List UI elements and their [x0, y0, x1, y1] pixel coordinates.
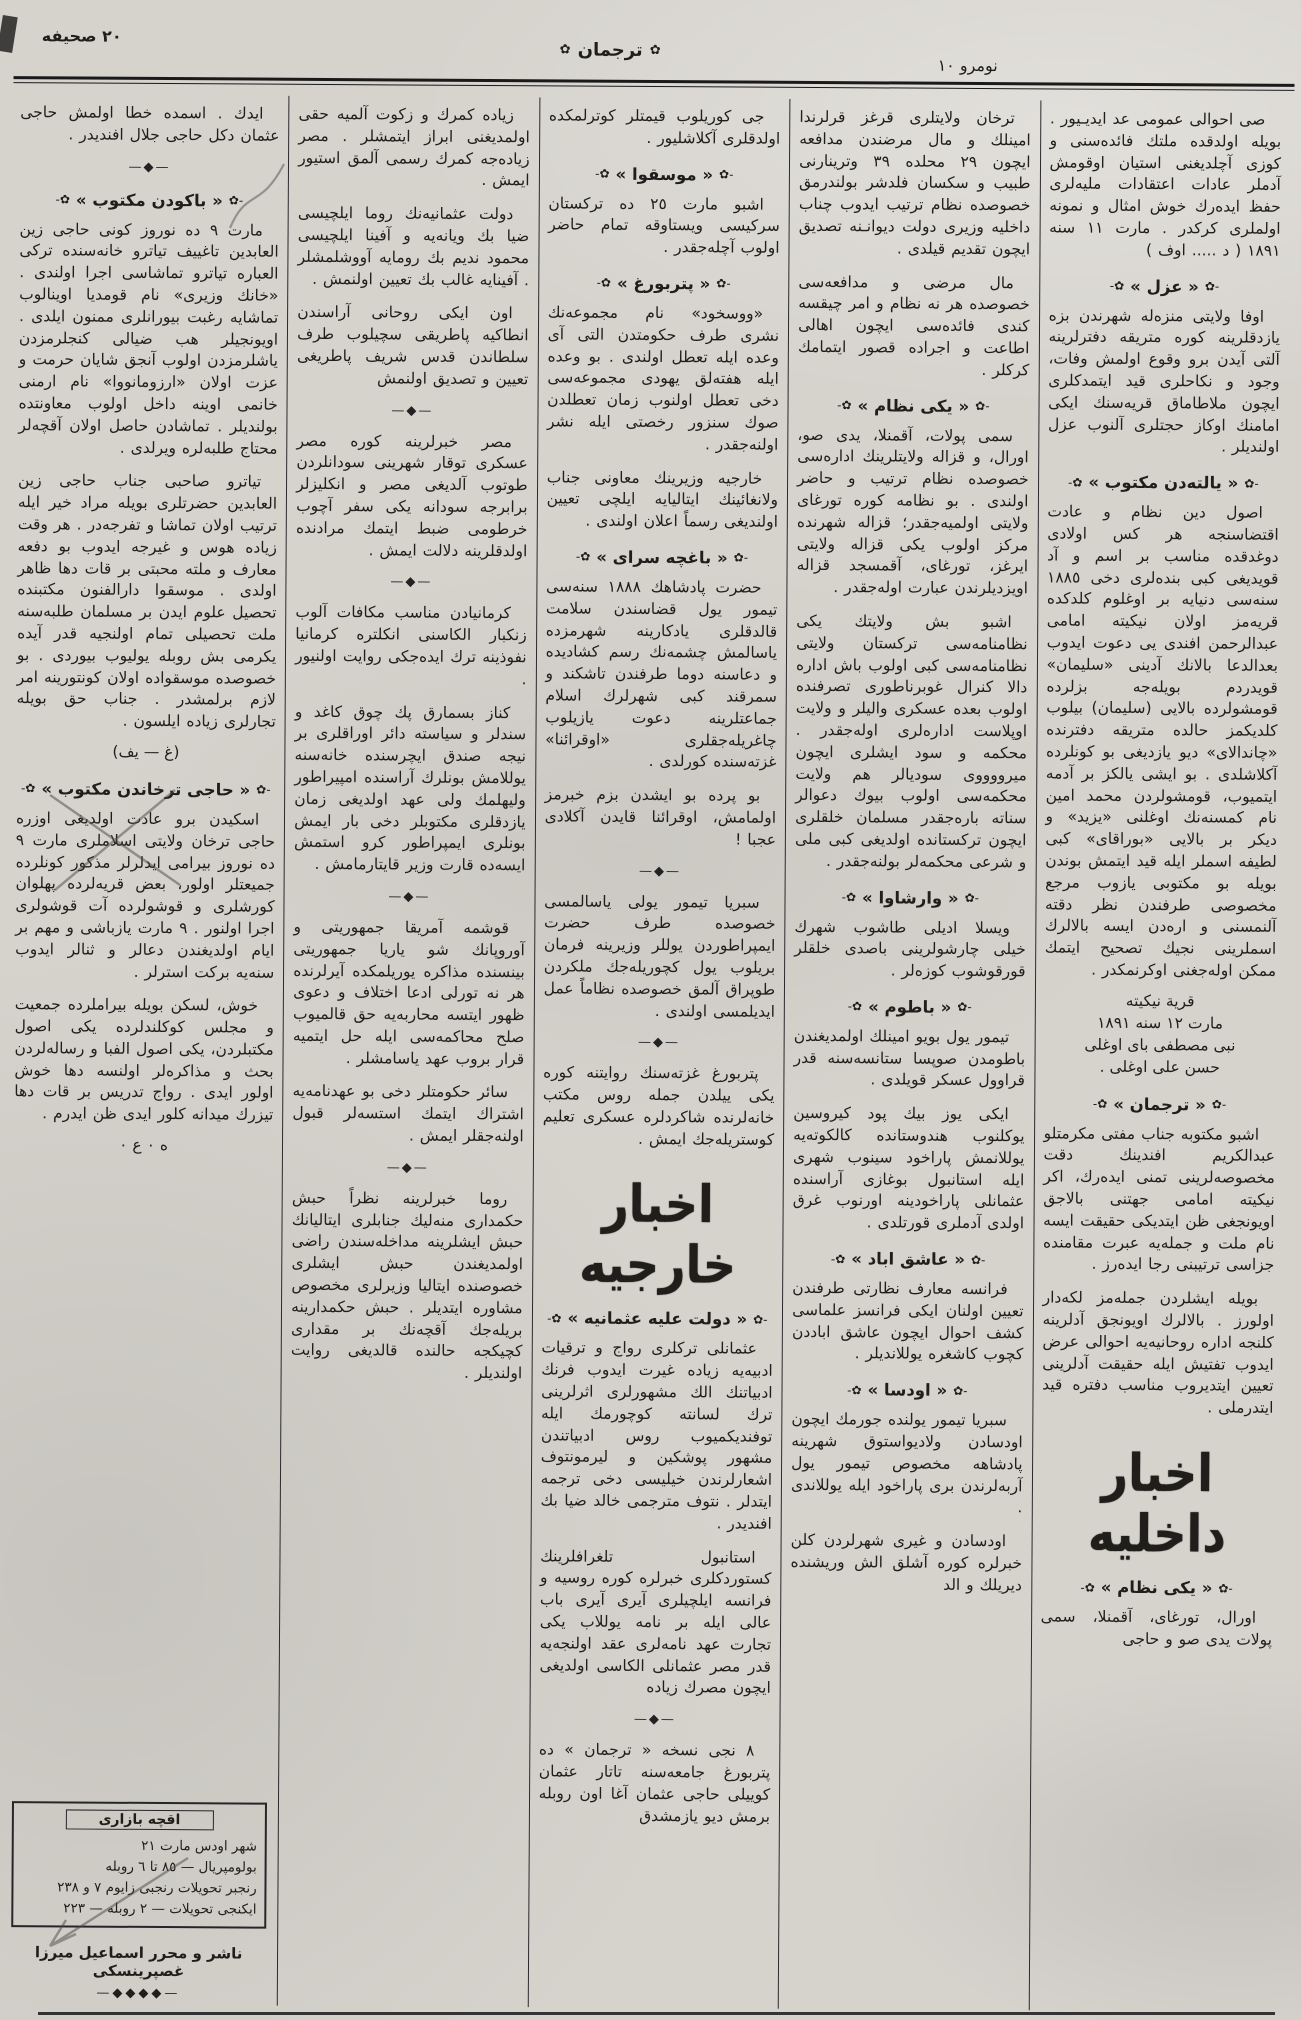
- flourish-icon: —◆◆◆◆—: [96, 1985, 181, 2002]
- paragraph: بويله ايشلردن جمله‌مز لكه‌دار اولورز . بالالرك اويونجق آدلرينه كلنجه اداره روحانيه‌يه احوالى عرض ايدوب تفتيش ايله حقيقت آدلرينى تعيين ايتديروب مناسب دفتره قيد ايتدرملى .: [1042, 1288, 1275, 1418]
- paragraph: زياده كمرك و زكوت آلميه حقى اولمديغنى ابراز ايتمشلر . مصر زياده‌جه كمرك رسمى آلمق استيور ايمش .: [298, 104, 530, 190]
- market-price-row: رنجبر تحويلات رنجبى زايوم ٧ و ٢٣٨: [57, 1879, 257, 1897]
- masthead-double-rule: [13, 76, 1294, 91]
- section-heading: [20, 190, 279, 211]
- heading-ornament-icon: -✿: [733, 550, 749, 566]
- heading-ornament-icon: ✿-: [1092, 1096, 1108, 1111]
- scan-bottom-edge: [38, 2012, 1275, 2015]
- section-heading-label: « پتربورغ »: [616, 273, 711, 294]
- section-heading-label: « باكودن مكتوب »: [75, 190, 223, 210]
- section-heading-label: « اودسا »: [867, 1380, 948, 1401]
- paragraph: اصول دين نظام و عادت اقتضاسنجه هر كس اولادى دوغدقده مناسب بر اسم و آد قويديغى كبى بنده‌لرى دخى ١٨٨٥ سنه‌سى دنيايه بر اوغلوم كلدكده قريه‌مز اولان نيكيته امامى عبدالرحمن افندى يى دعوت ايدوب بعدالدعا بالانك آدينى «سليمان» قويدردم بويله‌جه بزلرده قومشولرده بالايى (سليمان) بيلوب كلديكمز حالده متريقه دفترنده «چاندالاى» ديو يازديغى بو كونلرده آكلاشلدى . بو ايشى يالكز بر آدمه ايتميوب، قومشولردن محمد امين نام كمسنه‌نك اوغلنى «يزيد» و ديكر بر بالايى «بوراقاى» كبى لطيفه اسملر ايله قيد ايتمش بوندن بويله بو مكتوبى يازوب مرجع مخصوصى طرفندن نظر دقته آلنمسنى و اره‌دن ايسه بالالرك اسملرينى نجيك تصحيح ايتمك ممكن اوله‌جغنى اوكرنمكدر .: [1044, 502, 1279, 980]
- heading-ornament-icon: -✿: [753, 1312, 768, 1327]
- column-3-middle: [527, 97, 789, 2008]
- paragraph: سائر حكومتلر دخى بو عهدنامه‌يه اشتراك ايتمك استسه‌لر قبول اولنه‌جقلر ايمش .: [292, 1082, 524, 1146]
- paragraph: خارجيه وزيرينك معاونى جناب ولانغائينك ايتاليايه ايلچى تعيين اولنديغى رسماً اعلان اولندى .: [546, 467, 779, 531]
- paragraph: مال مرضى و مدافعه‌سى خصوصده هر نه نظام و امر چيقسه كندى فائده‌سى ايچون اهالى اطاعت و اجراده قصور ايتمامك كركلر .: [797, 272, 1030, 380]
- publisher-line: ناشر و محرر اسماعيل ميرزا غصپرينسكى: [34, 1943, 243, 1981]
- signature-line: مارت ١٢ سنه ١٨٩١: [1097, 1013, 1224, 1033]
- heading-ornament-icon: -✿: [970, 1252, 986, 1267]
- heading-ornament-icon: ✿-: [841, 890, 857, 905]
- column-4: [277, 96, 539, 2007]
- heading-ornament-icon: ✿-: [1067, 475, 1083, 490]
- heading-ornament-icon: -✿: [716, 276, 731, 291]
- heading-ornament-icon: ✿-: [847, 999, 863, 1014]
- section-heading-label: « ترجمان »: [1113, 1094, 1206, 1115]
- paragraph: اشبو مارت ٢٥ ده تركستان سركيسى ويستاوقه تمام حاضر اولوب آچله‌جقدر .: [548, 193, 780, 257]
- paragraph: حضرت پادشاهك ١٨٨٨ سنه‌سى تيمور يول قضاسندن سلامت قالدقلرى يادكارينه شهرمزده ياسالمش چشمه‌نك رسم كشاديده و دعاسنه دوما طرفندن تاشكند و سمرقند كبى شهرلرك اسلام جماعتلرينه دعوت يازيلوب چاغريله‌جقلرى «اوقرائنا» غزته‌سنده كورلدى .: [545, 577, 778, 772]
- masthead-ornament-icon: ✿: [649, 42, 661, 59]
- heading-ornament-icon: ✿-: [830, 1251, 846, 1266]
- heading-ornament-icon: -✿: [1218, 1581, 1233, 1596]
- section-heading: [792, 1380, 1024, 1400]
- paragraph: كرمانيادن مناسب مكافات آلوب زنكبار الكاسنى انكلتره كرمانيا نفوذينه ترك ايده‌جكى روايت اولنيور .: [295, 603, 527, 688]
- paragraph: ٨ نجى نسخه « ترجمان » ده پتربورغ جامعه‌سنه تاتار عثمان كوييلى حاجى عثمان آغا اون روبله برمش ديو يازمشدق: [538, 1740, 771, 1826]
- signature-line: قرية نيكيته: [1125, 991, 1195, 1011]
- section-heading: [16, 779, 275, 800]
- paragraph: فرانسه معارف نظارتى طرفندن تعيين اولنان ايكى فرانسز علماسى كشف احوال ايچون عاشق اباددن كچوب كاشغره يوللانديلر .: [791, 1278, 1024, 1364]
- paragraph: تيمور يول بويو امينلك اولمديغندن باطومدن صوپسا ستانسه‌سنه قدر قراوول عسكر قويلدى .: [793, 1026, 1026, 1090]
- signature-line: (غ — يف): [112, 742, 180, 762]
- paragraph: اشبو بش ولايتك يكى نظامنامه‌سى تركستان ولايتى نظامنامه‌سى كبى اولوب باش اداره دالا كنرال غوبرناطورى تصرفنده اولوب بعده عسكرى واليلر و ولايت اوپلاست اداره‌لرى اوله‌جقدر . محكمه و سود ايشلرى ايچون ميرووووى سوديالر هم ولايت محكمه‌سى اولوب بيوك دعوالر سناته باره‌جقدر مسلمان خلقلرى ايچون تركستانده اولديغى كبى ملى و شرعى محكمه‌لر بولنه‌جقدر .: [794, 611, 1028, 871]
- heading-ornament-icon: -✿: [975, 399, 990, 414]
- masthead-ornament-icon: ✿: [559, 42, 571, 58]
- heading-ornament-icon: -✿: [719, 167, 734, 182]
- heading-ornament-icon: -✿: [1244, 476, 1259, 491]
- heading-ornament-icon: -✿: [228, 193, 244, 208]
- section-heading-label: « يالته‌دن مكتوب »: [1088, 472, 1239, 493]
- section-heading-label: « موسقوا »: [615, 164, 714, 184]
- paragraph: سمى پولات، آقمنلا، يدى صو، اورال، و قزاله ولايتلرينك اداره‌سى خصوصده نظام ترتيب و حاضر اولندى . بو نظامه كوره تورغاى ولايتى اولميه‌جقدر؛ قزاله شهرنده مركز اولوب يكى قزاله ولايتى ايرغز، تورغاى، آقمسجد قزاله اويزديلرندن عبارت اوله‌جقدر .: [796, 425, 1029, 598]
- market-price-row: بولومپريال — ٨٥ تا ٦ روبله: [105, 1858, 257, 1876]
- section-heading-label: « عزل »: [1130, 276, 1199, 296]
- heading-ornament-icon: ✿-: [20, 781, 36, 796]
- heading-ornament-icon: ✿-: [547, 1311, 562, 1326]
- section-heading: [546, 547, 778, 567]
- paragraph: ايكى يوز بيك پود كيروسين يوكلنوب هندوستانده كالكوته‌يه يوللانمش پاراخود سينوب شهرى ايله استانبول بوغازى آراسنده عثمانلى پاراخودينه اورنوب غرق اولدى آدملرى قورتلدى .: [792, 1104, 1025, 1233]
- section-heading-label: « باغچه سراى »: [596, 547, 728, 568]
- paragraph: مصر خبرلرينه كوره مصر عسكرى توقار شهرينى سودانلردن طوتوب آلديغى مصر و انكليزلر برابرجه سودانه يكى سفر آچوب خرطومى ضبط ايتمك مرادنده اولدقلرينه دلالت ايمش .: [295, 431, 528, 560]
- section-heading-label: « يكى نظام »: [1100, 1577, 1213, 1598]
- paragraph: قوشمه آمريقا جمهوريتى و آوروپانك شو ياريا جمهوريتى بينسنده مذاكره يوريلمكده آيرلرنده هر نه تورلى ادعا اختلاف و دعوى ظهور ايتسه محاربه‌يه حق قالميوب صلح محاكمه‌سى ايله حل ايتميه قرار بروب عهد ياسامشلر .: [292, 917, 525, 1068]
- heading-ornament-icon: -✿: [256, 783, 271, 798]
- masthead: [560, 39, 661, 61]
- heading-ornament-icon: -✿: [957, 1000, 972, 1015]
- section-heading-label: « عاشق اباد »: [851, 1249, 966, 1269]
- paragraph: سبريا تيمور يولنده جورمك ايچون اودسادن ولاديواستوق شهرينه پادشاهه مخصوص تيمور يول آربه‌لرندن برى پاراخود ايله يوللاندى .: [790, 1410, 1023, 1517]
- heading-ornament-icon: -✿: [964, 890, 980, 905]
- heading-ornament-icon: ✿-: [847, 1382, 862, 1398]
- paragraph: استانبول تلغرافلرينك كستوردكلرى خبرلره كوره روسيه و فرانسه ايلچيلرى آيرى آيرى باب عالى ايله بر نامه يوللاب يكى تجارت عهد نامه‌لرى عقد اولنجه‌يه قدر مصر عثمانلى الكاسى اولديغى ايچون مصرك زياده: [539, 1546, 772, 1698]
- signature-line: ه ٠ ع ٠: [119, 1135, 169, 1155]
- paragraph: اسكيدن برو عادت اولديغى اوزره حاجى ترخان ولايتى اسلاملرى مارت ٩ ده نوروز بيرامى ايدلرلر مذكور كونلرده جميعتلر اولور، بعض قريه‌لرده پهلوان كورشلرى و قوشولرده آت قوشولرى اجرا اولنور . ٩ مارت يازباشى و مهم بر ايام اولديغندن دعالر و ثنالر ايدوب سنه‌يه بركت استرلر .: [15, 809, 276, 982]
- paragraph: خوش، لسكن بويله بيراملرده جمعيت و مجلس كوكلندلرده يكى اصول مكتبلردن، يكى اصول الفبا و رساله‌لردن بحث و مذاكره‌لر اولنسه دها خوش اولور ايدى . رواج تدريس بر قات دها تيزرك ميدانه كلور ايدى ظن ايدرم .: [14, 995, 274, 1124]
- heading-ornament-icon: -✿: [1211, 1097, 1227, 1112]
- item-separator-icon: —◆—: [390, 574, 433, 590]
- heading-ornament-icon: ✿-: [55, 192, 70, 207]
- section-heading: [1041, 1577, 1273, 1597]
- paragraph: عثمانلى تركلرى رواج و ترقيات ادبيه‌يه زياده غيرت ايدوب فرنك ادبياتنك الك مشهورلرى اثرلرينى ترك لسانته كوچورمك ايله توفنديكميوب روس ادبياتندن مشهور پوشكين و ليرمونتوف اشعارلرندن خيليسى دخى ترجمه ايتدلر . نتوف مترجمى خالد ضيا بك افنديدر .: [540, 1338, 773, 1533]
- signature-line: حسن على اوغلى .: [1099, 1057, 1220, 1077]
- paragraph: ترخان ولايتلرى قرغز قرلرندا امينلك و مال مرضندن مدافعه ايچون ٢٩ محلده ٣٩ وترينارنى طبيب و سكسان فلدشر بولندرمق خصوصده نظام ترتيب ايدوب چناب داخليه وزيرى دولت ديوانـنه تصديق ايچون تقديم قيلدى .: [798, 107, 1031, 259]
- column-5-leftmost: [0, 94, 289, 2006]
- paragraph: بو پرده بو ايشدن بزم خبرمز اولمامش، اوقرائنا قايدن آكلادى عجبا !: [544, 785, 777, 849]
- columns-container: [0, 94, 1290, 2012]
- signature-line: نبى مصطفى باى اوغلى: [1084, 1035, 1236, 1055]
- signature-block: [1044, 989, 1276, 1078]
- signature-block: [14, 1133, 273, 1157]
- item-separator-icon: —◆—: [633, 1712, 676, 1728]
- item-separator-icon: —◆—: [128, 159, 171, 175]
- section-heading: [1048, 473, 1280, 493]
- section-heading: [1044, 1094, 1276, 1114]
- market-box-title: اقچه بازارى: [65, 1809, 213, 1830]
- section-heading: [542, 1309, 774, 1329]
- masthead-title: ترجمان: [577, 39, 643, 61]
- market-price-row: ايكنجى تحويلات — ٢ روبله — ٢٢٣: [63, 1900, 257, 1918]
- column-2: [778, 99, 1040, 2010]
- paragraph: اوفا ولايتى منزه‌له شهرندن بزه يازدقلرينه كوره متريقه دفترلرينه آلتى آيدن برو وقوع اولمش وفات، وجود و نكاحلرى قيد ايتمدكلرى ايچون ملاطاماق قريه‌سنك ايكى امامنك اوكاز حجتلرى آلنوب عزل اولنديلر .: [1047, 305, 1281, 457]
- column-1-rightmost: [1028, 100, 1290, 2011]
- paragraph: «ووسخود» نام مجموعه‌نك نشرى طرف حكومتدن التى آى وعده ايله تعطل اولندى . بو وعده ايله هفته‌لق يهودى مجموعه‌سى دخى تعطل اولنوب زمان تعطلدن صوك سنزور رخصتى ايله نشر اولنه‌جقدر .: [547, 303, 780, 454]
- heading-ornament-icon: ✿-: [595, 166, 610, 181]
- paragraph: صى احوالى عمومى عد ايديـيور . بويله اولدقده ملتك فائده‌سنى و كوزى آچلديغنى استيان اوقومش آدملر عادات اعتقادات مليه‌لرى حفظ ايده‌رك خوش امثال و نمونه اولملرى كركدر . مارت ١١ سنه ١٨٩١ ( د ..... اوف ): [1049, 109, 1282, 260]
- section-heading: [792, 1249, 1024, 1269]
- item-separator-icon: —◆—: [391, 402, 434, 419]
- section-heading-label: « وارشاوا »: [862, 887, 959, 908]
- item-separator-icon: —◆—: [388, 889, 431, 905]
- item-separator-icon: —◆—: [639, 863, 682, 879]
- item-separator-icon: —◆—: [386, 1160, 429, 1176]
- paragraph: اودسادن و غيرى شهرلردن كلن خبرلره كوره آشلق الش وريشنده ديريلك و الد: [790, 1531, 1023, 1595]
- section-heading-label: « باطوم »: [868, 997, 952, 1017]
- market-prices-box: [11, 1801, 267, 1929]
- calligraphic-department-heading: اخبار خارجيه: [579, 1173, 737, 1296]
- paragraph: دولت عثمانيه‌نك روما ايلچيسى ضيا بك ويانه‌يه و آفينا ايلچيسى محمود نديم بك رومايه آووشلمشلر . آفينايه غالب بك تعيين اولنمش .: [297, 204, 530, 289]
- heading-ornament-icon: ✿-: [596, 276, 612, 291]
- page-number-label: ٢٠ صحيفه: [41, 26, 122, 46]
- section-heading: [549, 164, 781, 184]
- heading-ornament-icon: ✿-: [837, 398, 852, 413]
- item-separator-icon: —◆—: [637, 1035, 681, 1051]
- heading-ornament-icon: ✿-: [1080, 1580, 1095, 1595]
- section-heading-label: « دولت عليه عثمانيه »: [567, 1308, 748, 1330]
- section-heading: [798, 395, 1030, 415]
- paragraph: اورال، تورغاى، آقمنلا، سمى پولات يدى صو و حاجى: [1040, 1607, 1273, 1649]
- heading-ornament-icon: -✿: [953, 1383, 968, 1398]
- heading-ornament-icon: -✿: [1204, 279, 1220, 294]
- paragraph: سبريا تيمور يولى ياسالمسى خصوصده طرف حضرت ايمپراطوردن يوللر وزيرينه فرمان بريلوب يول كچوريله‌جك ملكردن طوپراق آلمق خصوصده نظاماً عمل ايديلمسى اولندى .: [543, 891, 776, 1021]
- signature-block: [16, 740, 275, 764]
- section-heading-label: « حاجى ترخاندن مكتوب »: [41, 779, 251, 800]
- issue-number-label: نومرو ١٠: [937, 55, 998, 76]
- section-heading-label: « يكى نظام »: [857, 395, 970, 416]
- paragraph: تياترو صاحبى جناب حاجى زين العابدين حضرتلرى بويله مراد خير ايله ترتيب اولان تماشا و تفرجه‌در . هر وقت زياده هوس و غيرجه ايدوب بو دفعه معارف و ملته محبتى بر قات دها ظاهر اولدى . موسقوا دارالفنون مكتبنده تحصيل علوم ايدن بر مسلمان طلبه‌سنه ملت تحصيلى تمام اولنجيه قدر آيده يكرمى بش روبله يوليوب بيوردى . بو خصوصده موسقواده اولان كونتورينه امر لازم برلمشدر . جناب حق بويله تجارلرى زياده ايلسون .: [16, 471, 278, 731]
- paragraph: مارت ٩ ده نوروز كونى حاجى زين العابدين تاغييف تياترو خانه‌سنده تركى العباره تياترو تماشاسى اجرا اولندى . «خانك وزيرى» نام قومديا اوينالوب تماشايه رغبت بيورانلرى ممنون ايلدى . اويونجيلر هب ضيالى كنجلرمزدن ياشلرمزدن اولوب آنجق شايان حرمت و عزت اولان «ارزومانووا» نام ارمنى خانمى اوينه داخل اولوب معاونتده بولنديلر . تماشادن حاصل اولان آقچه‌لر محتاج طلبه‌لره ويرلدى .: [18, 219, 279, 458]
- section-heading: [548, 273, 780, 293]
- paragraph: اشبو مكتوبه جناب مفتى مكرمتلو عبدالكريم افندينك دقت مخصوصه‌لرينى تمنى ايده‌رك، اكر نيكيته امامى جهتنى بالاجق اويونجغى ظن ايتديكى حقيقت ايسه نام ملت و جمله‌يه عبرت مقامنده جزاسى ترتيبنى رجا ايده‌رز .: [1042, 1124, 1276, 1275]
- paragraph: كناز بسمارق پك چوق كاغد و سندلر و سياسته دائر اوراقلرى بر نيجه صندق ايچرسنده خانه‌سنه يوللامش بونلرك آراسنده امپيراطور وليهلمك ولى عهد اولديغى زمان يازدقلرى مكتوبلر دخى بار ايمش بونلرى ايمپراطور كرو استمش ايسه‌ده قارت وزير قايتارمامش .: [293, 702, 527, 875]
- section-heading: [1049, 276, 1281, 296]
- paragraph: روما خبرلرينه نظراً حبش حكمدارى منه‌ليك جنابلرى ايتاليانك حبش ايشلرينه مداخله‌سندن راضى اولمديغندن حبش ايشلرى خصوصنده ايتاليا وزيرلرى مخصوص مشاوره ايتديلر . حبش حكمدارينه بريله‌جك آقچه‌نك بر مقدارى كچيكجه حالنده قالديغى روايت اولنديلر .: [290, 1188, 524, 1383]
- paragraph: پتربورغ غزته‌سنك روايتنه كوره يكى ييلدن جمله روس مكتب خانه‌لرنده شاكردلره عسكرى تعليم كوستريله‌جك ايمش .: [542, 1063, 775, 1149]
- paragraph: ايدك . اسمده خطا اولمش حاجى عثمان دكل حاجى جلال افنديدر .: [20, 103, 280, 145]
- paragraph: ويسلا اديلى طاشوب شهرك خيلى چارشولرينى باصدى خلقلر قورقوشوب كوزه‌لر .: [794, 917, 1026, 981]
- heading-ornament-icon: ✿-: [575, 549, 591, 565]
- paragraph: جى كوريلوب قيمتلر كوترلمكده اولدقلرى آكلاشليور .: [548, 106, 781, 148]
- calligraphic-department-heading: اخبار داخليه: [1087, 1442, 1227, 1565]
- section-heading: [794, 997, 1026, 1017]
- section-heading: [795, 887, 1027, 907]
- market-price-row: شهر اودس مارت ٢١: [141, 1837, 257, 1855]
- heading-ornament-icon: ✿-: [1109, 278, 1125, 293]
- paragraph: اون ايكى روحانى آراسندن انطاكيه پاطريقى سچيلوب طرف سلطاندن قدس شريف پاطريغى تعيين و تصديق اولنمش: [296, 303, 529, 388]
